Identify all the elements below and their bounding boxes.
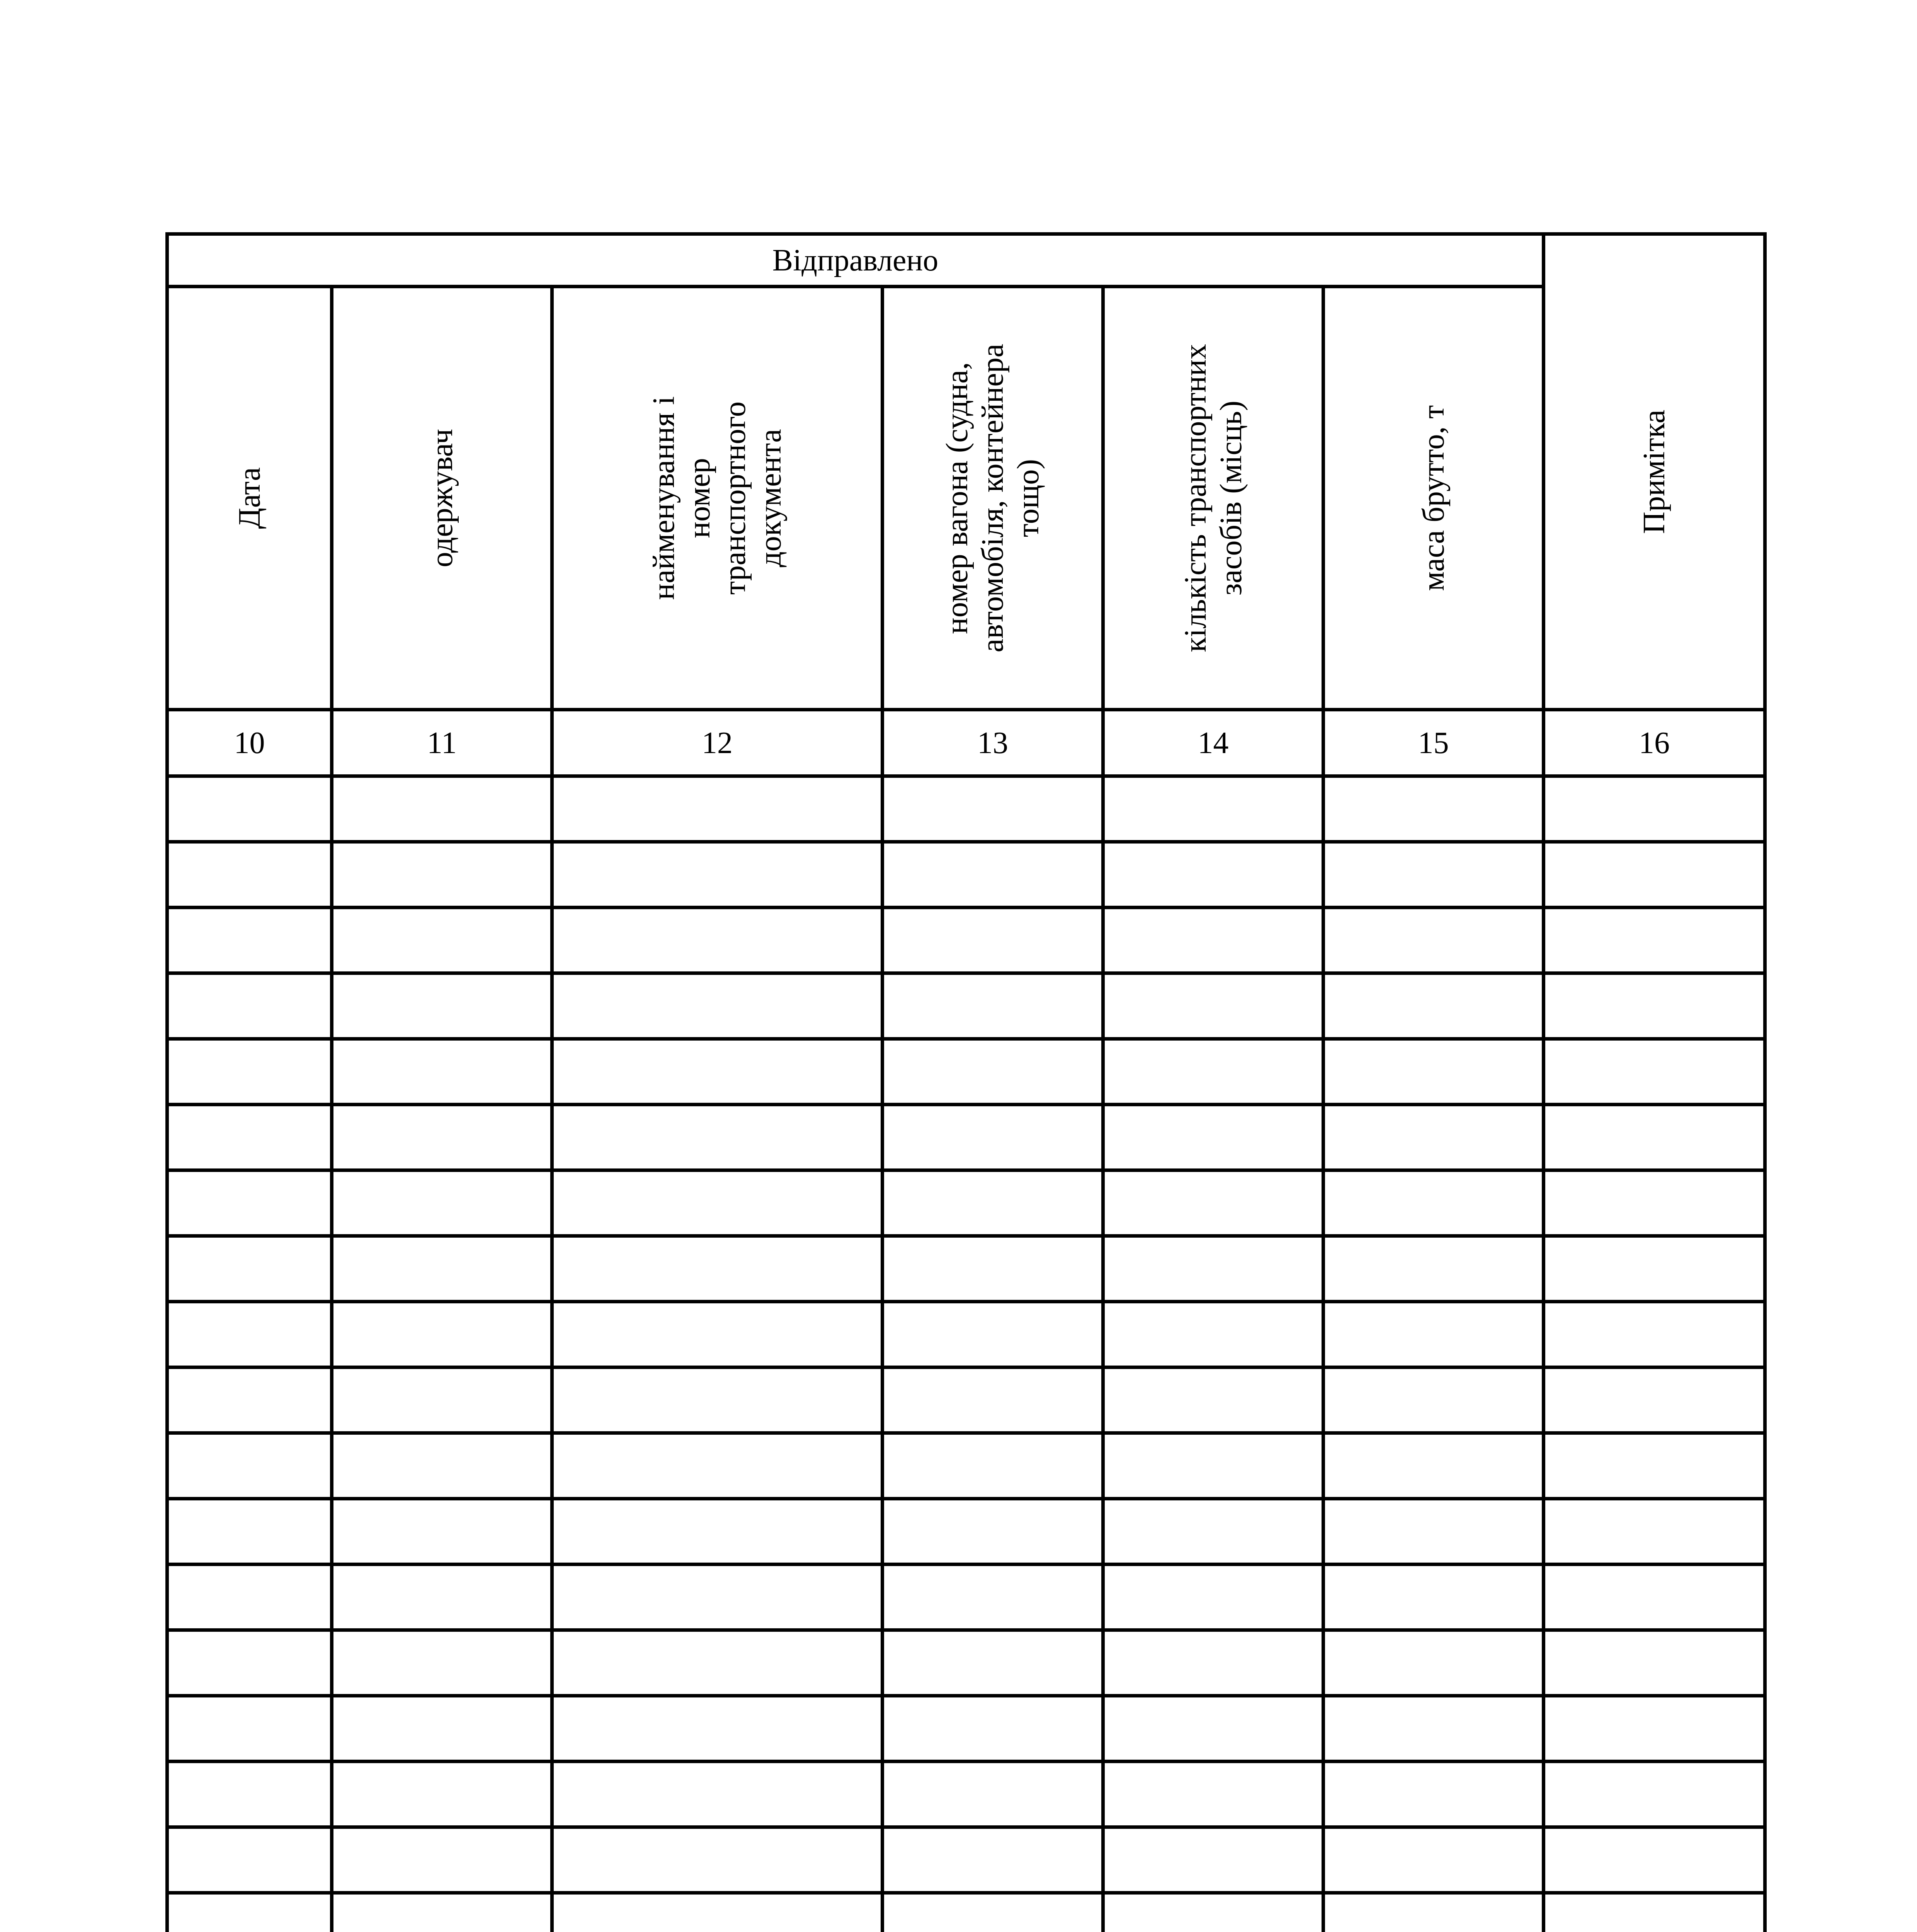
- table-cell[interactable]: [552, 1170, 883, 1236]
- table-row: [167, 1696, 1765, 1762]
- table-cell[interactable]: [1544, 1565, 1765, 1630]
- table-cell[interactable]: [552, 1762, 883, 1827]
- table-cell[interactable]: [167, 1039, 332, 1105]
- table-cell[interactable]: [1103, 1236, 1323, 1302]
- table-cell[interactable]: [883, 1827, 1103, 1893]
- table-cell[interactable]: [332, 908, 552, 973]
- table-cell[interactable]: [552, 1565, 883, 1630]
- table-cell[interactable]: [167, 842, 332, 908]
- table-cell[interactable]: [167, 1827, 332, 1893]
- table-cell[interactable]: [1323, 908, 1544, 973]
- column-number-cell: 14: [1103, 710, 1323, 776]
- table-cell[interactable]: [332, 1236, 552, 1302]
- table-cell[interactable]: [552, 1696, 883, 1762]
- column-number-cell: 12: [552, 710, 883, 776]
- table-cell[interactable]: [167, 1762, 332, 1827]
- table-cell[interactable]: [1544, 1893, 1765, 1932]
- table-cell[interactable]: [1544, 1170, 1765, 1236]
- table-row: [167, 1236, 1765, 1302]
- table-cell[interactable]: [552, 908, 883, 973]
- table-cell[interactable]: [1323, 1433, 1544, 1499]
- table-cell[interactable]: [1544, 1105, 1765, 1170]
- table-cell[interactable]: [1323, 1302, 1544, 1367]
- note-header-label: Примітка: [1637, 410, 1672, 534]
- table-cell[interactable]: [883, 1630, 1103, 1696]
- table-cell[interactable]: [883, 1367, 1103, 1433]
- header-cell-transport-document: [552, 287, 883, 710]
- table-cell[interactable]: [167, 1696, 332, 1762]
- table-cell[interactable]: [883, 1499, 1103, 1565]
- table-row: [167, 973, 1765, 1039]
- table-cell[interactable]: [883, 908, 1103, 973]
- table-cell[interactable]: [552, 1630, 883, 1696]
- table-cell[interactable]: [1103, 1696, 1323, 1762]
- table-cell[interactable]: [1323, 1039, 1544, 1105]
- table-cell[interactable]: [332, 1105, 552, 1170]
- table-cell[interactable]: [1103, 1367, 1323, 1433]
- table-cell[interactable]: [332, 1630, 552, 1696]
- table-cell[interactable]: [883, 1039, 1103, 1105]
- table-row: [167, 1039, 1765, 1105]
- table-cell[interactable]: [332, 1696, 552, 1762]
- table-cell[interactable]: [1544, 776, 1765, 842]
- table-cell[interactable]: [883, 1433, 1103, 1499]
- table-cell[interactable]: [1544, 1827, 1765, 1893]
- table-cell[interactable]: [167, 1302, 332, 1367]
- column-header-row: [167, 287, 1765, 710]
- table-cell[interactable]: [167, 1630, 332, 1696]
- table-cell[interactable]: [167, 776, 332, 842]
- table-cell[interactable]: [1323, 1170, 1544, 1236]
- table-cell[interactable]: [883, 1893, 1103, 1932]
- table-cell[interactable]: [332, 1302, 552, 1367]
- table-cell[interactable]: [332, 1499, 552, 1565]
- table-cell[interactable]: [167, 1433, 332, 1499]
- table-cell[interactable]: [883, 1696, 1103, 1762]
- table-row: [167, 1565, 1765, 1630]
- table-cell[interactable]: [1103, 973, 1323, 1039]
- table-cell[interactable]: [1544, 1236, 1765, 1302]
- table-cell[interactable]: [167, 1170, 332, 1236]
- table-row: [167, 1893, 1765, 1932]
- table-cell[interactable]: [552, 973, 883, 1039]
- table-cell[interactable]: [1103, 1499, 1323, 1565]
- note-header-cell: [1544, 234, 1765, 710]
- table-cell[interactable]: [552, 1827, 883, 1893]
- table-cell[interactable]: [1323, 1236, 1544, 1302]
- table-cell[interactable]: [332, 1367, 552, 1433]
- table-cell[interactable]: [552, 1302, 883, 1367]
- column-number-cell: 13: [883, 710, 1103, 776]
- table-cell[interactable]: [552, 1433, 883, 1499]
- table-cell[interactable]: [332, 1762, 552, 1827]
- table-cell[interactable]: [167, 908, 332, 973]
- table-cell[interactable]: [552, 1039, 883, 1105]
- table-cell[interactable]: [332, 1170, 552, 1236]
- table-cell[interactable]: [1544, 1499, 1765, 1565]
- table-row: [167, 1433, 1765, 1499]
- table-cell[interactable]: [1544, 1696, 1765, 1762]
- table-cell[interactable]: [883, 1302, 1103, 1367]
- table-cell[interactable]: [167, 1236, 332, 1302]
- table-cell[interactable]: [883, 776, 1103, 842]
- table-cell[interactable]: [1323, 973, 1544, 1039]
- table-cell[interactable]: [167, 1893, 332, 1932]
- table-row: [167, 1302, 1765, 1367]
- table-row: [167, 842, 1765, 908]
- table-row: [167, 1762, 1765, 1827]
- table-cell[interactable]: [1544, 1433, 1765, 1499]
- table-row: [167, 1367, 1765, 1433]
- table-cell[interactable]: [1103, 1105, 1323, 1170]
- header-label-date: Дата: [232, 467, 267, 529]
- table-cell[interactable]: [332, 1565, 552, 1630]
- table-cell[interactable]: [1103, 1827, 1323, 1893]
- table-cell[interactable]: [1103, 1565, 1323, 1630]
- table-cell[interactable]: [552, 776, 883, 842]
- table-cell[interactable]: [1323, 1696, 1544, 1762]
- table-cell[interactable]: [1323, 1565, 1544, 1630]
- shipment-form-table: [165, 232, 1767, 1932]
- table-row: [167, 1105, 1765, 1170]
- table-cell[interactable]: [552, 1893, 883, 1932]
- table-cell[interactable]: [883, 973, 1103, 1039]
- table-cell[interactable]: [1103, 908, 1323, 973]
- table-cell[interactable]: [332, 842, 552, 908]
- table-row: [167, 908, 1765, 973]
- group-header-cell: [167, 234, 1544, 287]
- table-cell[interactable]: [883, 1236, 1103, 1302]
- header-label-transport-document: найменування і номер транспортного документа: [647, 396, 788, 600]
- table-row: [167, 776, 1765, 842]
- table-row: [167, 1499, 1765, 1565]
- table-cell[interactable]: [1544, 1302, 1765, 1367]
- table-cell[interactable]: [1103, 1762, 1323, 1827]
- table-cell[interactable]: [332, 1039, 552, 1105]
- table-cell[interactable]: [332, 776, 552, 842]
- group-header-label: Відправлено: [772, 243, 939, 277]
- table-cell[interactable]: [1103, 776, 1323, 842]
- table-cell[interactable]: [1103, 1433, 1323, 1499]
- table-cell[interactable]: [167, 973, 332, 1039]
- table-cell[interactable]: [167, 1565, 332, 1630]
- column-number-cell: 11: [332, 710, 552, 776]
- column-number-cell: 15: [1323, 710, 1544, 776]
- table-cell[interactable]: [1544, 1039, 1765, 1105]
- table-cell[interactable]: [1323, 776, 1544, 842]
- table-cell[interactable]: [1323, 1762, 1544, 1827]
- table-cell[interactable]: [1323, 1827, 1544, 1893]
- table-cell[interactable]: [1103, 1170, 1323, 1236]
- table-cell[interactable]: [332, 973, 552, 1039]
- table-cell[interactable]: [1323, 1499, 1544, 1565]
- table-cell[interactable]: [1544, 1367, 1765, 1433]
- table-cell[interactable]: [1544, 908, 1765, 973]
- table-cell[interactable]: [552, 1105, 883, 1170]
- table-cell[interactable]: [552, 1499, 883, 1565]
- header-cell-recipient: [332, 287, 552, 710]
- table-cell[interactable]: [1103, 1630, 1323, 1696]
- header-label-vehicle-count: кількість транспортних засобів (місць): [1178, 344, 1248, 652]
- header-cell-vehicle-number: [883, 287, 1103, 710]
- table-cell[interactable]: [1103, 1893, 1323, 1932]
- group-header-row: [167, 234, 1765, 287]
- table-cell[interactable]: [883, 842, 1103, 908]
- header-cell-gross-mass: [1323, 287, 1544, 710]
- table-cell[interactable]: [1544, 973, 1765, 1039]
- table-cell[interactable]: [167, 1105, 332, 1170]
- table-cell[interactable]: [167, 1367, 332, 1433]
- header-cell-date: [167, 287, 332, 710]
- table-cell[interactable]: [1103, 1039, 1323, 1105]
- table-cell[interactable]: [1323, 1630, 1544, 1696]
- table-cell[interactable]: [552, 1367, 883, 1433]
- table-row: [167, 1170, 1765, 1236]
- table-cell[interactable]: [1544, 1630, 1765, 1696]
- table-cell[interactable]: [332, 1893, 552, 1932]
- table-cell[interactable]: [552, 842, 883, 908]
- table-cell[interactable]: [883, 1565, 1103, 1630]
- table-row: [167, 1630, 1765, 1696]
- header-label-vehicle-number: номер вагона (судна, автомобіля, контейнера тощо): [940, 344, 1045, 653]
- table-cell[interactable]: [1323, 1367, 1544, 1433]
- header-label-gross-mass: маса брутто, т: [1416, 405, 1451, 591]
- table-cell[interactable]: [883, 1170, 1103, 1236]
- table-cell[interactable]: [552, 1236, 883, 1302]
- table-cell[interactable]: [883, 1762, 1103, 1827]
- table-cell[interactable]: [1103, 842, 1323, 908]
- table-cell[interactable]: [1544, 1762, 1765, 1827]
- table-cell[interactable]: [1544, 842, 1765, 908]
- table-cell[interactable]: [332, 1433, 552, 1499]
- table-cell[interactable]: [1103, 1302, 1323, 1367]
- column-number-cell: 10: [167, 710, 332, 776]
- table-cell[interactable]: [883, 1105, 1103, 1170]
- table-cell[interactable]: [167, 1499, 332, 1565]
- header-cell-vehicle-count: [1103, 287, 1323, 710]
- table-cell[interactable]: [1323, 1105, 1544, 1170]
- table-cell[interactable]: [1323, 1893, 1544, 1932]
- table-cell[interactable]: [1323, 842, 1544, 908]
- column-number-row: [167, 710, 1765, 776]
- column-number-cell: 16: [1544, 710, 1765, 776]
- table-cell[interactable]: [332, 1827, 552, 1893]
- table-row: [167, 1827, 1765, 1893]
- header-label-recipient: одержувач: [425, 429, 459, 568]
